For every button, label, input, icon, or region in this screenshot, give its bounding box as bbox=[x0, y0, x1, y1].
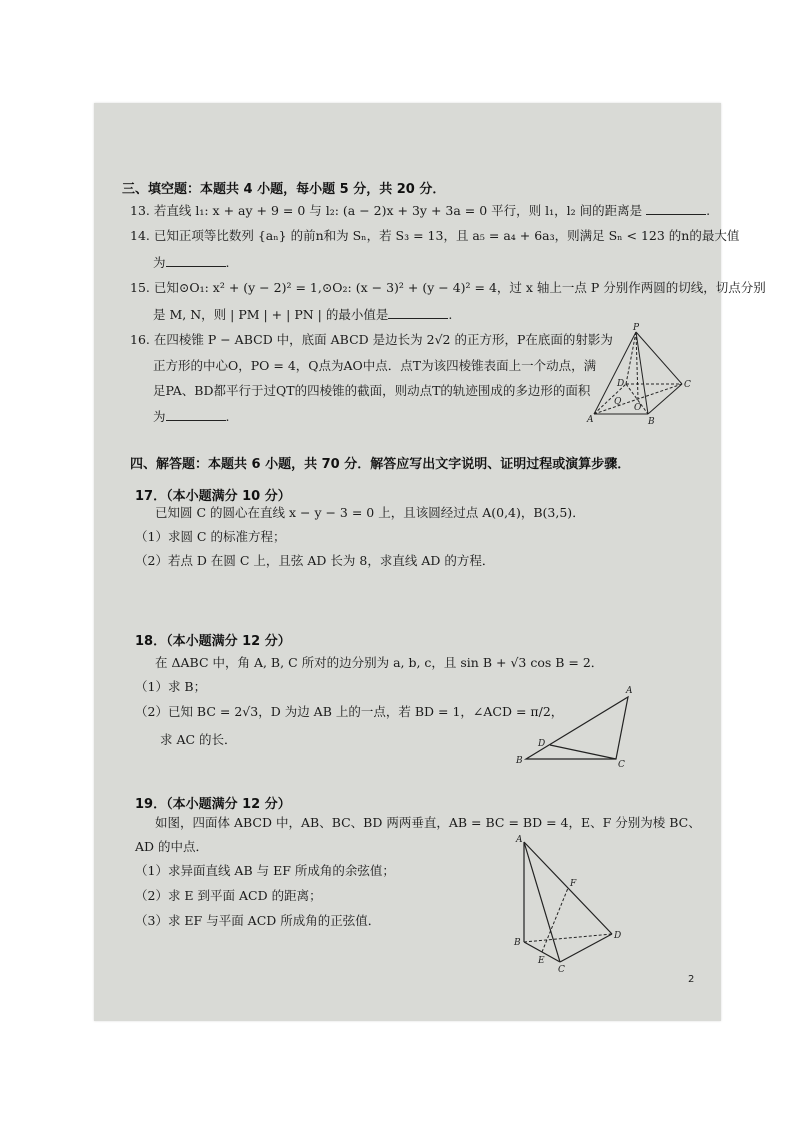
q19-part2: （2）求 E 到平面 ACD 的距离； bbox=[135, 888, 322, 903]
question-16-line4 bbox=[153, 408, 230, 425]
fig18-label-a: A bbox=[626, 686, 633, 696]
question-15-line2 bbox=[153, 306, 452, 323]
q16-text-4: 为 bbox=[153, 409, 166, 424]
pyramid-figure bbox=[584, 322, 694, 428]
question-16-line3: 足PA、BD都平行于过QT的四棱锥的截面，则动点T的轨迹围成的多边形的面积 bbox=[153, 383, 591, 398]
q14-end: . bbox=[225, 255, 230, 270]
q16-text-1: 在四棱锥 P − ABCD 中，底面 ABCD 是边长为 2√2 的正方形，P在底面的射影为 bbox=[153, 332, 613, 347]
q15-number: 15. bbox=[130, 280, 150, 295]
fig16-label-o: O bbox=[634, 403, 642, 413]
tetrahedron-figure bbox=[508, 832, 628, 974]
q14-answer-blank bbox=[166, 254, 226, 267]
fig19-label-b: B bbox=[514, 938, 521, 948]
q19-title: 19．（本小题满分 12 分） bbox=[135, 797, 291, 812]
q18-title: 18．（本小题满分 12 分） bbox=[135, 634, 291, 649]
q16-end: . bbox=[225, 409, 230, 424]
q15-answer-blank bbox=[388, 306, 448, 319]
q15-text-2: 是 M, N，则 | PM | + | PN | 的最小值是 bbox=[153, 307, 389, 322]
q17-part1: （1）求圆 C 的标准方程； bbox=[135, 529, 286, 544]
q17-title: 17．（本小题满分 10 分） bbox=[135, 489, 291, 504]
q13-number: 13. bbox=[130, 203, 150, 218]
fig19-label-d: D bbox=[614, 931, 622, 941]
q15-end: . bbox=[448, 307, 453, 322]
q13-text: 若直线 l₁: x + ay + 9 = 0 与 l₂: (a − 2)x + 3y + 3a = 0 平行，则 l₁，l₂ 间的距离是 bbox=[153, 203, 643, 218]
q19-stem-line1: 如图，四面体 ABCD 中，AB、BC、BD 两两垂直，AB = BC = BD = 4，E、F 分别为棱 BC、 bbox=[155, 815, 701, 830]
question-16-line1 bbox=[130, 332, 613, 348]
fig16-label-d: D bbox=[617, 379, 625, 389]
fig16-label-q: Q bbox=[614, 397, 622, 407]
question-13 bbox=[130, 202, 710, 219]
fig18-label-d: D bbox=[538, 739, 546, 749]
section-fill-header: 三、填空题：本题共 4 小题，每小题 5 分，共 20 分． bbox=[122, 182, 446, 197]
q18-part1: （1）求 B； bbox=[135, 679, 207, 694]
fig18-label-b: B bbox=[516, 756, 523, 766]
question-14-line1 bbox=[130, 228, 739, 244]
q19-part3: （3）求 EF 与平面 ACD 所成角的正弦值． bbox=[135, 913, 381, 928]
page-number: 2 bbox=[688, 974, 695, 985]
q18-part2-cont: 求 AC 的长． bbox=[160, 732, 237, 747]
fig18-label-c: C bbox=[618, 760, 625, 769]
fig16-label-c: C bbox=[684, 380, 691, 390]
q14-text: 已知正项等比数列 {aₙ} 的前n和为 Sₙ，若 S₃ = 13，且 a₅ = a₄ + 6a₃，则满足 Sₙ < 123 的n的最大值 bbox=[153, 228, 740, 243]
question-16-line2: 正方形的中心O，PO = 4，Q点为AO中点．点T为该四棱锥表面上一个动点，满 bbox=[153, 358, 597, 373]
q18-stem: 在 ΔABC 中，角 A, B, C 所对的边分别为 a, b, c，且 sin B + √3 cos B = 2． bbox=[155, 655, 604, 670]
q14-number: 14. bbox=[130, 228, 150, 243]
q17-part2: （2）若点 D 在圆 C 上，且弦 AD 长为 8，求直线 AD 的方程． bbox=[135, 553, 495, 568]
q16-number: 16. bbox=[130, 332, 150, 347]
q16-answer-blank bbox=[166, 408, 226, 421]
question-14-line2 bbox=[153, 254, 230, 271]
question-15-line1 bbox=[130, 280, 766, 296]
fig19-label-f: F bbox=[570, 879, 577, 889]
triangle-figure bbox=[512, 683, 642, 769]
section-answer-header: 四、解答题：本题共 6 小题，共 70 分．解答应写出文字说明、证明过程或演算步骤． bbox=[130, 457, 631, 472]
fig16-label-a: A bbox=[587, 415, 594, 425]
show-through-text bbox=[270, 148, 347, 164]
q19-part1: （1）求异面直线 AB 与 EF 所成角的余弦值； bbox=[135, 863, 395, 878]
q19-stem-line2: AD 的中点． bbox=[135, 839, 209, 854]
fig19-label-a: A bbox=[516, 835, 523, 845]
fig16-label-b: B bbox=[648, 417, 655, 427]
fig19-label-e: E bbox=[538, 956, 545, 966]
q13-answer-blank bbox=[646, 202, 706, 215]
q15-text: 已知⊙O₁: x² + (y − 2)² = 1,⊙O₂: (x − 3)² + (y − 4)² = 4，过 x 轴上一点 P 分别作两圆的切线，切点分别 bbox=[153, 280, 766, 295]
fig19-label-c: C bbox=[558, 965, 565, 974]
q18-part2: （2）已知 BC = 2√3，D 为边 AB 上的一点，若 BD = 1，∠ACD = π/2， bbox=[135, 704, 564, 719]
q14-text-2: 为 bbox=[153, 255, 166, 270]
q13-end: . bbox=[706, 203, 711, 218]
q17-stem: 已知圆 C 的圆心在直线 x − y − 3 = 0 上，且该圆经过点 A(0,4)，B(3,5)． bbox=[155, 505, 585, 520]
fig16-label-p: P bbox=[633, 323, 640, 333]
